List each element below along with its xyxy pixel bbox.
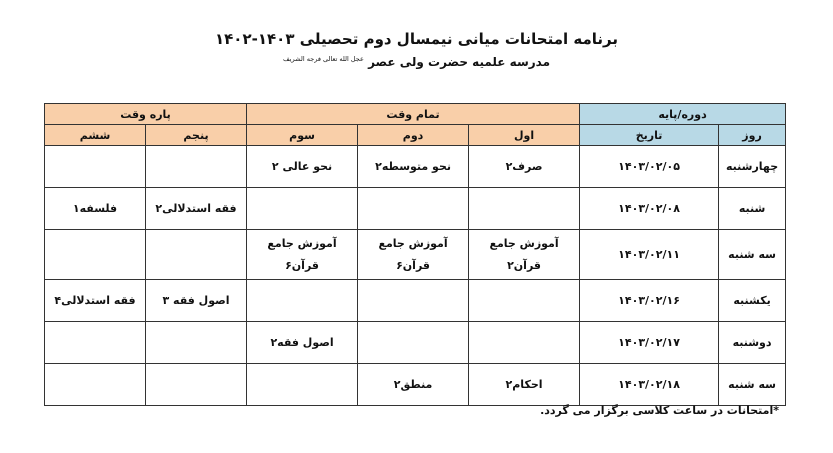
table-row <box>45 188 786 230</box>
second-cell <box>358 322 469 364</box>
level-header: دوره/پایه <box>580 104 786 125</box>
third-cell <box>247 364 358 406</box>
table-row <box>45 364 786 406</box>
school-name-text: مدرسه علمیه حضرت ولی عصر <box>368 55 551 69</box>
table-row <box>45 322 786 364</box>
sixth-cell <box>45 146 146 188</box>
first-cell <box>469 188 580 230</box>
third-cell <box>247 280 358 322</box>
table-row <box>45 280 786 322</box>
first-cell: احکام۲ <box>469 364 580 406</box>
table-row <box>45 146 786 188</box>
third-cell <box>247 188 358 230</box>
school-name <box>0 55 833 69</box>
day-cell: سه شنبه <box>719 230 786 280</box>
school-honorific: عجل الله تعالی فرجه الشریف <box>282 55 364 63</box>
third-cell: اصول فقه۲ <box>247 322 358 364</box>
fifth-cell <box>146 364 247 406</box>
fifth-cell: اصول فقه ۳ <box>146 280 247 322</box>
day-cell: یکشنبه <box>719 280 786 322</box>
second-cell: آموزش جامع قرآن۶ <box>358 230 469 280</box>
fifth-cell <box>146 230 247 280</box>
third-cell: آموزش جامع قرآن۶ <box>247 230 358 280</box>
column-header-row <box>45 125 786 146</box>
day-cell: دوشنبه <box>719 322 786 364</box>
third-cell: نحو عالی ۲ <box>247 146 358 188</box>
footnote: *امتحانات در ساعت کلاسی برگزار می گردد. <box>540 404 779 417</box>
fifth-cell <box>146 146 247 188</box>
day-cell: چهارشنبه <box>719 146 786 188</box>
fifth-cell: فقه استدلالی۲ <box>146 188 247 230</box>
date-cell: ۱۴۰۳/۰۲/۱۸ <box>580 364 719 406</box>
date-cell: ۱۴۰۳/۰۲/۱۱ <box>580 230 719 280</box>
sixth-cell: فقه استدلالی۴ <box>45 280 146 322</box>
second-cell: منطق۲ <box>358 364 469 406</box>
group-header-row <box>45 104 786 125</box>
second-header: دوم <box>358 125 469 146</box>
sixth-cell <box>45 230 146 280</box>
exam-schedule-table <box>44 103 786 406</box>
document-title: برنامه امتحانات میانی نیمسال دوم تحصیلی ۱۴۰۳-۱۴۰۲ <box>215 30 618 48</box>
second-cell <box>358 188 469 230</box>
sixth-cell <box>45 322 146 364</box>
second-cell: نحو متوسطه۲ <box>358 146 469 188</box>
day-cell: شنبه <box>719 188 786 230</box>
part-time-header: پاره وقت <box>45 104 247 125</box>
date-header: تاریخ <box>580 125 719 146</box>
first-header: اول <box>469 125 580 146</box>
table-row <box>45 230 786 280</box>
sixth-cell: فلسفه۱ <box>45 188 146 230</box>
day-cell: سه شنبه <box>719 364 786 406</box>
date-cell: ۱۴۰۳/۰۲/۰۸ <box>580 188 719 230</box>
first-cell <box>469 322 580 364</box>
full-time-header: تمام وقت <box>247 104 580 125</box>
fifth-cell <box>146 322 247 364</box>
third-header: سوم <box>247 125 358 146</box>
date-cell: ۱۴۰۳/۰۲/۱۷ <box>580 322 719 364</box>
day-header: روز <box>719 125 786 146</box>
sixth-header: ششم <box>45 125 146 146</box>
date-cell: ۱۴۰۳/۰۲/۰۵ <box>580 146 719 188</box>
second-cell <box>358 280 469 322</box>
fifth-header: پنجم <box>146 125 247 146</box>
first-cell: صرف۲ <box>469 146 580 188</box>
date-cell: ۱۴۰۳/۰۲/۱۶ <box>580 280 719 322</box>
first-cell <box>469 280 580 322</box>
sixth-cell <box>45 364 146 406</box>
first-cell: آموزش جامع قرآن۲ <box>469 230 580 280</box>
